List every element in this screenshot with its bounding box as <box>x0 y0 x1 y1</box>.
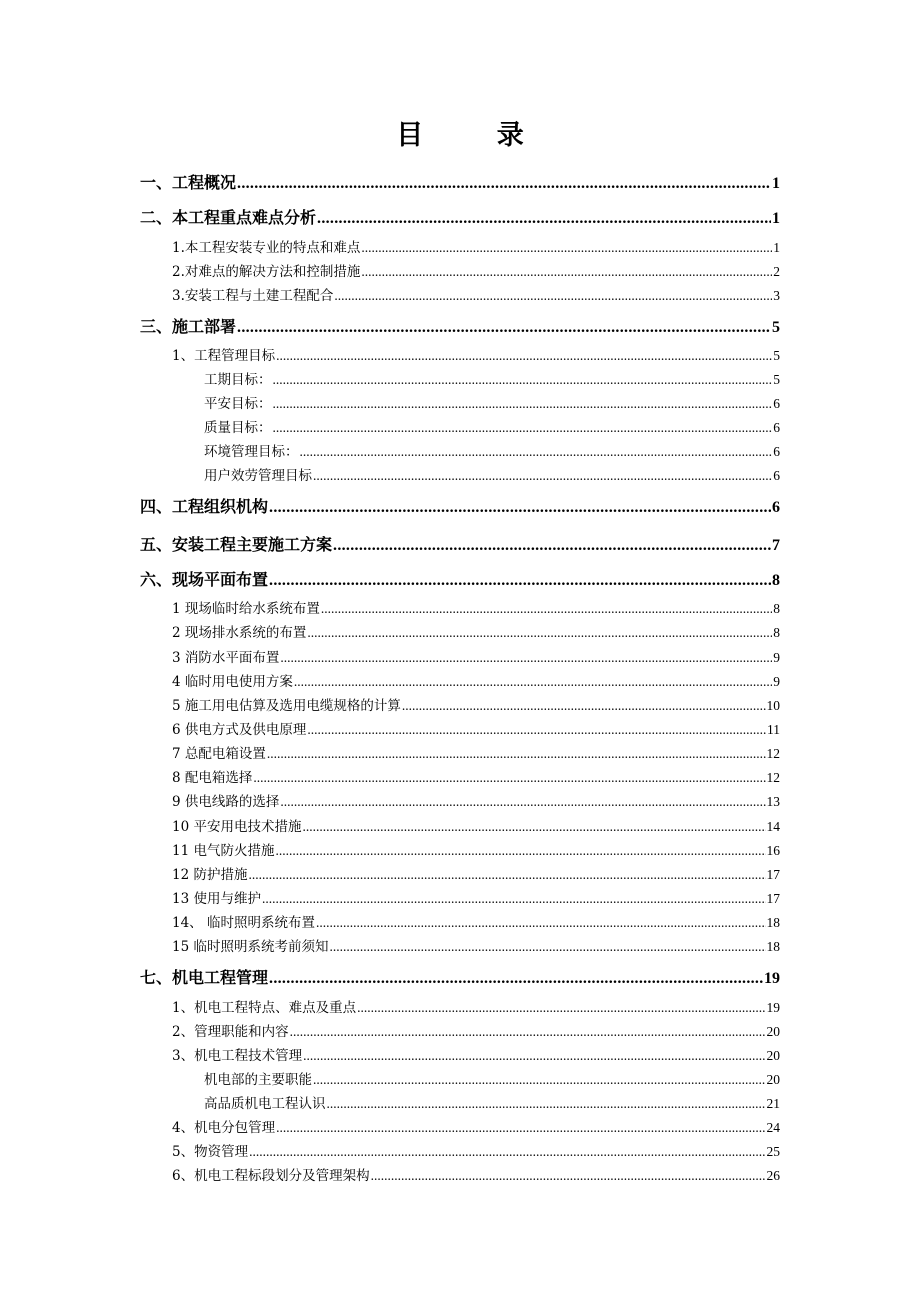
toc-entry-level-1[interactable] <box>140 532 780 555</box>
toc-entry-label: 11 电气防火措施 <box>172 843 275 859</box>
dot-leader <box>249 1144 765 1160</box>
dot-leader <box>262 891 766 907</box>
dot-leader <box>333 537 771 555</box>
toc-entry-level-3[interactable] <box>204 392 780 412</box>
dot-leader <box>273 396 773 412</box>
toc-entry-page-number: 12 <box>766 746 780 761</box>
toc-entry-page-number: 14 <box>766 819 780 834</box>
toc-entry-label: 质量目标： <box>204 420 272 436</box>
dot-leader <box>273 420 773 436</box>
dot-leader <box>273 372 773 388</box>
toc-entry-label: 高品质机电工程认识 <box>204 1096 326 1112</box>
toc-entry-label: 七、机电工程管理 <box>140 968 269 987</box>
toc-entry-label: 3.安装工程与土建工程配合 <box>172 288 334 304</box>
toc-entry-level-1[interactable] <box>140 567 780 590</box>
toc-entry-level-3[interactable] <box>204 464 780 484</box>
toc-entry-label: 1、机电工程特点、难点及重点 <box>172 1000 357 1016</box>
toc-entry-level-2[interactable] <box>172 815 780 835</box>
toc-entry-label: 3、机电工程技术管理 <box>172 1048 303 1064</box>
dot-leader <box>290 1024 766 1040</box>
toc-entry-page-number: 25 <box>766 1144 780 1159</box>
toc-entry-page-number: 17 <box>766 891 780 906</box>
dot-leader <box>361 240 772 256</box>
toc-entry-page-number: 1 <box>773 240 780 255</box>
toc-entry-label: 1.本工程安装专业的特点和难点 <box>172 240 361 256</box>
dot-leader <box>237 175 771 193</box>
toc-entry-level-1[interactable] <box>140 205 780 228</box>
dot-leader <box>402 698 766 714</box>
toc-entry-label: 10 平安用电技术措施 <box>172 819 302 835</box>
dot-leader <box>329 939 765 955</box>
dot-leader <box>334 288 772 304</box>
toc-entry-level-2[interactable] <box>172 621 780 641</box>
dot-leader <box>275 843 765 859</box>
toc-entry-page-number: 6 <box>772 499 780 516</box>
toc-entry-page-number: 8 <box>772 572 780 589</box>
toc-entry-label: 四、工程组织机构 <box>140 497 269 516</box>
dot-leader <box>307 722 766 738</box>
toc-entry-page-number: 1 <box>772 175 780 192</box>
toc-entry-label: 5 施工用电估算及选用电缆规格的计算 <box>172 698 401 714</box>
toc-entry-page-number: 12 <box>766 770 780 785</box>
toc-entry-level-2[interactable] <box>172 344 780 364</box>
toc-entry-page-number: 1 <box>772 210 780 227</box>
dot-leader <box>303 1048 765 1064</box>
toc-entry-label: 4 临时用电使用方案 <box>172 674 293 690</box>
toc-entry-level-2[interactable] <box>172 284 780 304</box>
dot-leader <box>276 1120 765 1136</box>
toc-entry-page-number: 18 <box>766 915 780 930</box>
toc-entry-level-2[interactable] <box>172 839 780 859</box>
toc-entry-label: 2、管理职能和内容 <box>172 1024 289 1040</box>
toc-entry-label: 一、工程概况 <box>140 173 237 192</box>
dot-leader <box>253 770 765 786</box>
toc-entry-label: 六、现场平面布置 <box>140 570 269 589</box>
toc-entry-level-1[interactable] <box>140 965 780 988</box>
toc-entry-page-number: 5 <box>772 319 780 336</box>
toc-entry-level-2[interactable] <box>172 1140 780 1160</box>
toc-entry-level-2[interactable] <box>172 236 780 256</box>
toc-entry-page-number: 2 <box>773 264 780 279</box>
toc-entry-level-3[interactable] <box>204 440 780 460</box>
toc-entry-label: 平安目标： <box>204 396 272 412</box>
dot-leader <box>327 1096 766 1112</box>
toc-entry-level-3[interactable] <box>204 1068 780 1088</box>
toc-entry-page-number: 6 <box>773 396 780 411</box>
toc-entry-level-3[interactable] <box>204 368 780 388</box>
toc-entry-label: 6、机电工程标段划分及管理架构 <box>172 1168 370 1184</box>
toc-entry-level-2[interactable] <box>172 935 780 955</box>
toc-entry-level-2[interactable] <box>172 911 780 931</box>
dot-leader <box>248 867 765 883</box>
toc-entry-page-number: 21 <box>766 1096 780 1111</box>
toc-entry-page-number: 5 <box>773 348 780 363</box>
dot-leader <box>276 348 772 364</box>
toc-entry-label: 用户效劳管理目标 <box>204 468 312 484</box>
toc-entry-level-3[interactable] <box>204 416 780 436</box>
dot-leader <box>302 819 765 835</box>
toc-entry-level-2[interactable] <box>172 1164 780 1184</box>
toc-entry-level-1[interactable] <box>140 494 780 517</box>
toc-entry-label: 14、 临时照明系统布置 <box>172 915 315 931</box>
toc-entry-level-2[interactable] <box>172 1020 780 1040</box>
toc-entry-level-2[interactable] <box>172 718 780 738</box>
toc-entry-label: 二、本工程重点难点分析 <box>140 208 317 227</box>
dot-leader <box>357 1000 765 1016</box>
toc-entry-label: 3 消防水平面布置 <box>172 650 280 666</box>
toc-entry-page-number: 16 <box>766 843 780 858</box>
dot-leader <box>371 1168 766 1184</box>
toc-entry-level-1[interactable] <box>140 314 780 337</box>
dot-leader <box>316 915 766 931</box>
toc-entry-label: 9 供电线路的选择 <box>172 794 280 810</box>
toc-entry-label: 1 现场临时给水系统布置 <box>172 601 320 617</box>
toc-entry-page-number: 8 <box>773 601 780 616</box>
dot-leader <box>300 444 773 460</box>
dot-leader <box>313 1072 766 1088</box>
toc-entry-level-2[interactable] <box>172 1116 780 1136</box>
toc-title: 目 录 <box>396 120 556 151</box>
toc-entry-level-2[interactable] <box>172 863 780 883</box>
toc-entry-label: 2.对难点的解决方法和控制措施 <box>172 264 361 280</box>
dot-leader <box>237 319 771 337</box>
toc-entry-page-number: 9 <box>773 674 780 689</box>
toc-entry-page-number: 18 <box>766 939 780 954</box>
toc-entry-page-number: 13 <box>766 794 780 809</box>
toc-entry-page-number: 11 <box>767 722 780 737</box>
toc-entry-level-1[interactable] <box>140 170 780 193</box>
toc-entry-page-number: 17 <box>766 867 780 882</box>
dot-leader <box>321 601 772 617</box>
toc-entry-label: 1、工程管理目标 <box>172 348 276 364</box>
toc-entry-label: 15 临时照明系统考前须知 <box>172 939 329 955</box>
dot-leader <box>267 746 766 762</box>
dot-leader <box>280 794 765 810</box>
toc-entry-label: 12 防护措施 <box>172 867 248 883</box>
toc-entry-page-number: 20 <box>766 1048 780 1063</box>
toc-entry-level-2[interactable] <box>172 694 780 714</box>
toc-entry-level-2[interactable] <box>172 1044 780 1064</box>
toc-entry-level-3[interactable] <box>204 1092 780 1112</box>
toc-entry-label: 2 现场排水系统的布置 <box>172 625 307 641</box>
dot-leader <box>269 970 763 988</box>
dot-leader <box>269 572 771 590</box>
dot-leader <box>269 499 771 517</box>
dot-leader <box>317 210 771 228</box>
toc-entry-page-number: 5 <box>773 372 780 387</box>
toc-entry-page-number: 24 <box>766 1120 780 1135</box>
toc-entry-label: 机电部的主要职能 <box>204 1072 312 1088</box>
dot-leader <box>361 264 772 280</box>
toc-entry-label: 6 供电方式及供电原理 <box>172 722 307 738</box>
toc-entry-page-number: 7 <box>772 537 780 554</box>
toc-entry-label: 5、物资管理 <box>172 1144 249 1160</box>
toc-entry-page-number: 6 <box>773 468 780 483</box>
toc-entry-level-2[interactable] <box>172 597 780 617</box>
toc-entry-label: 三、施工部署 <box>140 317 237 336</box>
toc-entry-page-number: 3 <box>773 288 780 303</box>
toc-entry-page-number: 20 <box>766 1072 780 1087</box>
toc-entry-level-2[interactable] <box>172 996 780 1016</box>
dot-leader <box>313 468 772 484</box>
toc-entry-page-number: 19 <box>766 1000 780 1015</box>
toc-entry-page-number: 8 <box>773 625 780 640</box>
toc-entry-label: 7 总配电箱设置 <box>172 746 266 762</box>
toc-entry-label: 8 配电箱选择 <box>172 770 253 786</box>
toc-entry-level-2[interactable] <box>172 670 780 690</box>
toc-entry-level-2[interactable] <box>172 646 780 666</box>
toc-entry-label: 五、安装工程主要施工方案 <box>140 535 333 554</box>
dot-leader <box>294 674 772 690</box>
toc-entry-label: 4、机电分包管理 <box>172 1120 276 1136</box>
toc-entry-level-2[interactable] <box>172 887 780 907</box>
toc-entry-page-number: 20 <box>766 1024 780 1039</box>
toc-entry-page-number: 26 <box>766 1168 780 1183</box>
dot-leader <box>280 650 772 666</box>
toc-entry-page-number: 9 <box>773 650 780 665</box>
toc-entry-page-number: 6 <box>773 444 780 459</box>
toc-entry-label: 环境管理目标： <box>204 444 299 460</box>
toc-entry-level-2[interactable] <box>172 790 780 810</box>
toc-entry-level-2[interactable] <box>172 766 780 786</box>
toc-entry-level-2[interactable] <box>172 742 780 762</box>
toc-entry-label: 13 使用与维护 <box>172 891 261 907</box>
toc-entry-page-number: 19 <box>764 970 780 987</box>
dot-leader <box>307 625 772 641</box>
toc-entry-label: 工期目标： <box>204 372 272 388</box>
toc-entry-page-number: 6 <box>773 420 780 435</box>
toc-entry-page-number: 10 <box>766 698 780 713</box>
toc-entry-level-2[interactable] <box>172 260 780 280</box>
